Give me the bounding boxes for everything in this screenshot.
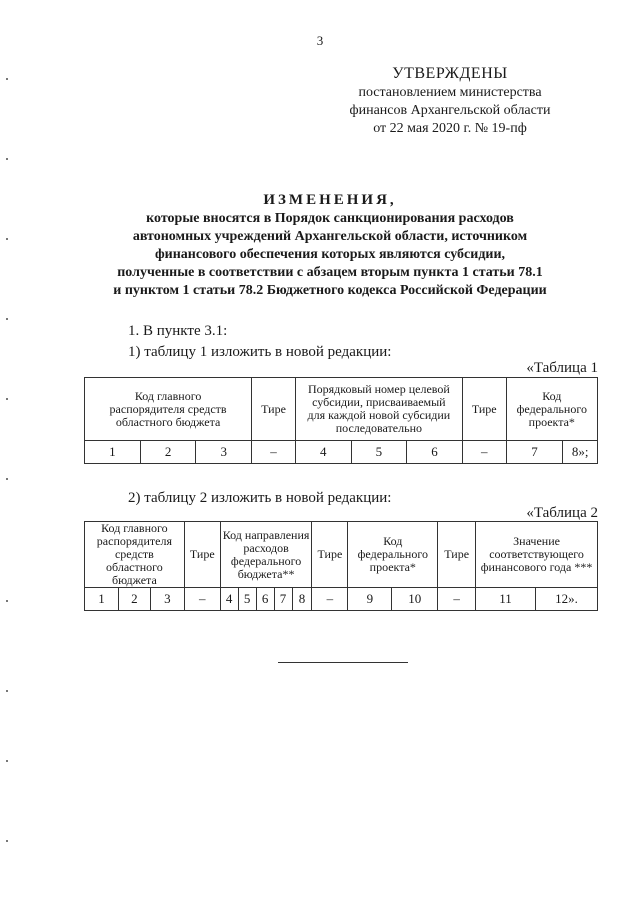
- table-cell: 2: [118, 588, 150, 611]
- table1-tag: «Таблица 1: [526, 360, 598, 376]
- approval-block: [320, 64, 580, 138]
- heading-line: которые вносятся в Порядок санкционирования расходов: [146, 211, 514, 226]
- table-cell: 1: [85, 441, 141, 464]
- approval-line: от 22 мая 2020 г. № 19-пф: [373, 121, 527, 136]
- item-1: 1. В пункте 3.1:: [128, 323, 228, 339]
- table-cell: 2: [140, 441, 196, 464]
- heading-line: автономных учреждений Архангельской области, источником: [132, 229, 528, 244]
- sub-item-1: 1) таблицу 1 изложить в новой редакции:: [128, 344, 392, 360]
- header-federal-project: Код федерального проекта*: [506, 378, 597, 441]
- header-dash: Тире: [312, 522, 348, 588]
- table-cell: 5: [238, 588, 256, 611]
- table-closing-quote: ».: [568, 591, 578, 606]
- heading-line: и пунктом 1 статьи 78.2 Бюджетного кодекса Российской Федерации: [113, 283, 547, 298]
- table-cell: 6: [407, 441, 463, 464]
- header-expense-direction: Код направления расходов федерального бюджета**: [220, 522, 312, 588]
- table-cell: 10: [392, 588, 438, 611]
- cell-value: 8: [571, 444, 579, 459]
- table-cell: 11: [476, 588, 536, 611]
- cell-value: 12: [555, 591, 569, 606]
- table-cell: 1: [85, 588, 119, 611]
- header-dash: Тире: [462, 378, 506, 441]
- table-cell: 7: [506, 441, 563, 464]
- header-federal-project: Код федерального проекта*: [348, 522, 438, 588]
- header-gr-code: Код главного распорядителя средств областного бюджета: [85, 378, 252, 441]
- heading-line: полученные в соответствии с абзацем вторым пункта 1 статьи 78.1: [117, 265, 543, 280]
- table-cell: –: [462, 441, 506, 464]
- table-cell: 4: [220, 588, 238, 611]
- table-2: [84, 521, 598, 611]
- approval-line: финансов Архангельской области: [349, 103, 551, 118]
- end-separator-line: [278, 662, 408, 663]
- header-fiscal-year-value: Значение соответствующего финансового года ***: [476, 522, 598, 588]
- document-title: ИЗМЕНЕНИЯ,: [263, 192, 397, 208]
- header-dash: Тире: [184, 522, 220, 588]
- header-dash: Тире: [252, 378, 296, 441]
- table2-tag: «Таблица 2: [526, 505, 598, 521]
- table-cell: 6: [256, 588, 274, 611]
- document-heading: [90, 190, 570, 300]
- approval-line: постановлением министерства: [358, 85, 542, 100]
- table-cell-last: [535, 588, 597, 611]
- heading-line: финансового обеспечения которых являются субсидии,: [154, 247, 506, 262]
- table-cell: 3: [150, 588, 184, 611]
- table-cell-last: [563, 441, 598, 464]
- table-cell: –: [312, 588, 348, 611]
- table-cell: 9: [348, 588, 392, 611]
- table-cell: 5: [351, 441, 407, 464]
- page-number: 3: [316, 33, 324, 48]
- table-cell: 4: [295, 441, 351, 464]
- table-cell: –: [438, 588, 476, 611]
- table-1: [84, 377, 598, 464]
- binding-marks: [6, 0, 10, 905]
- table-cell: –: [184, 588, 220, 611]
- approval-head: УТВЕРЖДЕНЫ: [392, 65, 508, 82]
- header-dash: Тире: [438, 522, 476, 588]
- table-cell: 3: [196, 441, 252, 464]
- header-gr-code: Код главного распорядителя средств областного бюджета: [85, 522, 185, 588]
- table-cell: 7: [274, 588, 292, 611]
- table-cell: –: [252, 441, 296, 464]
- sub-item-2: 2) таблицу 2 изложить в новой редакции:: [128, 490, 392, 506]
- table-closing-quote: »;: [578, 444, 589, 459]
- header-subsidy-number: Порядковый номер целевой субсидии, присваиваемый для каждой новой субсидии последовательно: [295, 378, 462, 441]
- table-cell: 8: [292, 588, 312, 611]
